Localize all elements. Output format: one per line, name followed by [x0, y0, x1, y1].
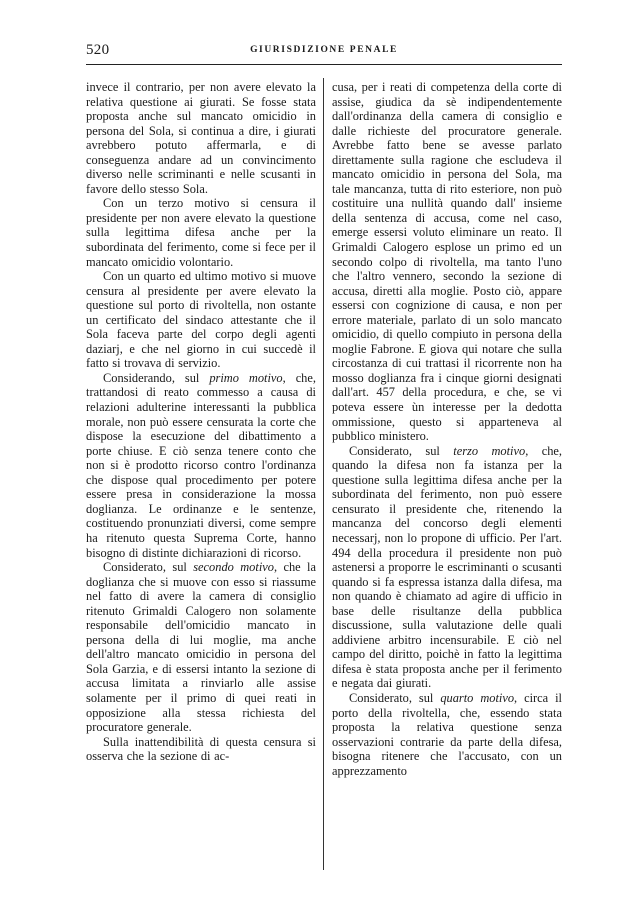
italic-heading: terzo motivo — [453, 443, 526, 458]
paragraph — [86, 269, 316, 371]
running-head: GIURISDIZIONE PENALE — [250, 45, 398, 55]
paragraph — [86, 735, 316, 764]
paragraph — [86, 371, 316, 560]
paragraph-text: Con un quarto ed ultimo motivo si muove censura al presidente per avere elevato la questione sul porto di rivoltella, non ostante un certificato del sindaco attestante che il Sola faceva parte del corpo degli agenti daziarj, e che nel giorno in cui succedè il fatto si trovava di servizio. — [86, 269, 316, 371]
paragraph — [332, 444, 562, 691]
paragraph-text: , che, trattandosi di reato commesso a causa di relazioni adulterine interessanti la pubblica morale, non può essere censurata la corte che dispose la esecuzione del dibattimento a porte chiuse. E ciò senza tenere conto che non si è prodotto ricorso contro l'ordinanza che dispose qual procedimento per potere essere presa in considerazione la mossa doglianza. Le ordinanze e le sentenze, costituendo pronunziati diversi, come sempre ha ritenuto questa Suprema Corte, hanno bisogno di distinte dichiarazioni di ricorso. — [86, 370, 316, 560]
paragraph-text: Sulla inattendibilità di questa censura si osserva che la sezione di ac- — [86, 734, 316, 764]
right-column-text — [332, 80, 562, 778]
paragraph — [86, 560, 316, 735]
paragraph-text: , circa il porto della rivoltella, che, essendo stata proposta la relativa questione senza osservazioni contrarie da parte della difesa, bisogna ritenere che l'accusato, con un apprezzamento — [332, 690, 562, 778]
paragraph — [86, 196, 316, 269]
paragraph — [86, 80, 316, 196]
page-header — [86, 38, 562, 65]
italic-heading: quarto motivo — [440, 690, 515, 705]
page-number: 520 — [86, 42, 110, 58]
paragraph-text: Considerato, sul — [349, 690, 441, 705]
paragraph-text: Considerato, sul — [103, 560, 194, 575]
paragraph-text: , che, quando la difesa non fa istanza per la questione sulla legittima difesa anche per la subordinata del ferimento, non può essere censurato il presidente che, ritenendo la mancanza del concorso degli elementi necessarj, non lo propone di ufficio. Per l'art. 494 della procedura il presidente non può astenersi a proporre le escriminanti o scusanti quando si fa espressa istanza dalla difesa, ma non quando è chiamato ad agire di ufficio in base delle risultanze della pubblica discussione, sulla valutazione delle quali addiviene arbitro incensurabile. E ciò nel campo del diritto, poichè in fatto la legittima difesa è stata proposta anche per il ferimento e negata dai giurati. — [332, 443, 562, 691]
paragraph-text: invece il contrario, per non avere elevato la relativa questione ai giurati. Se fosse stata proposta anche sul mancato omicidio in persona del Sola, si continua a dire, i giurati avrebbero potuto affermarla, e di conseguenza andare ad un convincimento diverso nelle scriminanti e nelle scusanti in favore dello stesso Sola. — [86, 80, 316, 196]
paragraph-text: Considerato, sul — [349, 443, 454, 458]
paragraph-text: cusa, per i reati di competenza della corte di assise, giudica da sè indipendentemente dall'ordinanza della camera di consiglio e dalle richieste del procuratore generale. Avrebbe fatto bene se avesse parlato direttamente sulla ragione che escludeva il mancato omicidio in persona del Sola, ma tale mancanza, tutta di rito esteriore, non può costituire una nullità quando dall' insieme della sentenza di accusa, come nel caso, emerge essersi voluto eliminare un reato. Il Grimaldi Calogero esplose un primo ed un secondo colpo di rivoltella, ma tanto l'uno che l'altro vennero, secondo la sezione di accusa, diretti alla moglie. Posto ciò, appare essersi con cognizione di causa, e non per errore materiale, parlato di un solo mancato omicidio, di quello compiuto in persona della moglie Fabrone. E giova qui notare che sulla circostanza di cui trattasi il ricorrente non ha mosso doglianza fra i cinque giorni designati dall'art. 457 della procedura, e che, se vi poteva essere ùn interesse per la dedotta ommissione, questo si apparteneva al pubblico ministero. — [332, 80, 562, 444]
left-column — [86, 80, 316, 870]
italic-heading: secondo motivo — [193, 560, 274, 575]
italic-heading: primo motivo — [209, 370, 283, 385]
paragraph — [332, 80, 562, 444]
paragraph-text: Considerando, sul — [103, 370, 210, 385]
column-divider — [323, 78, 324, 870]
right-column — [332, 80, 562, 870]
paragraph-text: Con un terzo motivo si censura il presidente per non avere elevato la questione sulla legittima difesa anche per la subordinata del ferimento, come si fece per il mancato omicidio volontario. — [86, 196, 316, 269]
left-column-text — [86, 80, 316, 764]
paragraph — [332, 691, 562, 778]
paragraph-text: , che la doglianza che si muove con esso si riassume nel fatto di avere la camera di consiglio ritenuto Grimaldi Calogero non solamente responsabile dell'omicidio mancato in persona della di lui moglie, ma anche dell'altro mancato omicidio in persona del Sola Garzia, e di essersi intanto la sezione di accusa limitata a rinviarlo alle assise solamente per il primo di quei reati in opposizione alla stessa richiesta del procuratore generale. — [86, 560, 316, 735]
